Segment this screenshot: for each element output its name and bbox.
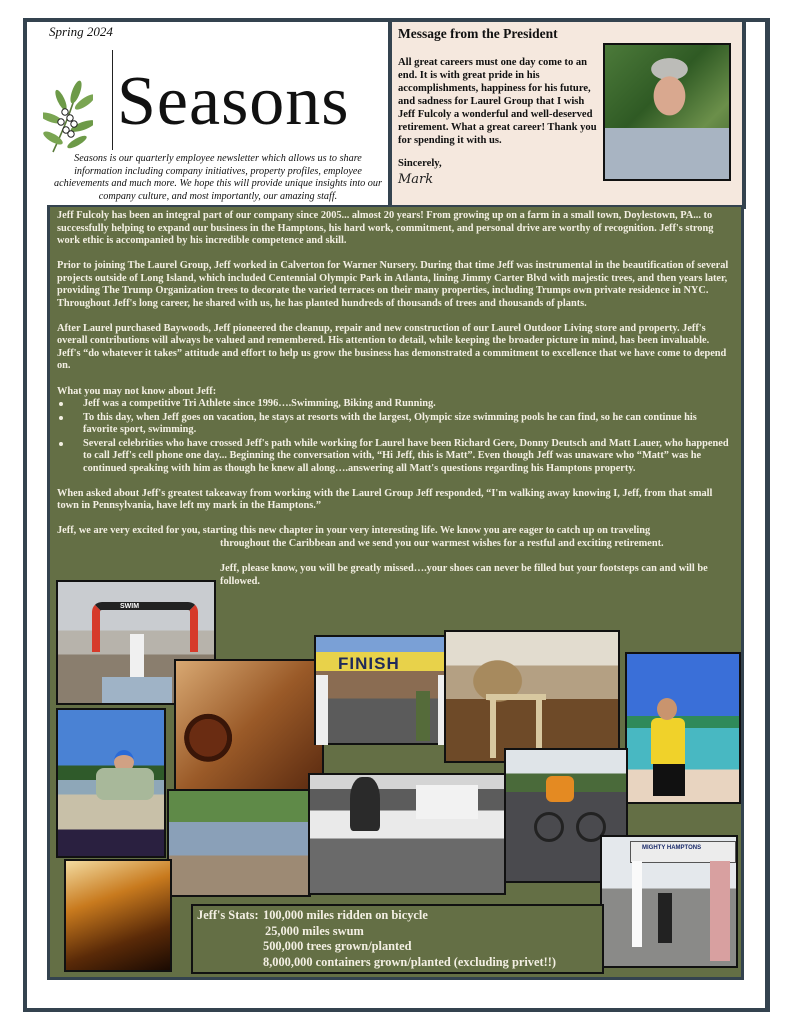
photo-tree-planting <box>444 630 620 763</box>
president-message-box <box>388 18 746 209</box>
feature-article <box>57 210 733 588</box>
photo-tractor <box>174 659 324 791</box>
photo-finish-arch <box>314 635 456 745</box>
photo-pool <box>625 652 741 804</box>
newsletter-intro: Seasons is our quarterly employee newsletter which allows us to share information including company initiatives, property profiles, employee achievements and much more. We hope this will provide unique insights into our company culture, and most importantly, our amazing staff. <box>54 153 382 202</box>
farewell-line-2: throughout the Caribbean and we send you our warmest wishes for a restful and exciting retirement. <box>220 537 664 549</box>
president-message-closing: Sincerely, <box>398 158 442 169</box>
takeaway-paragraph: When asked about Jeff's greatest takeaway from working with the Laurel Group Jeff responded, “I'm walking away knowing I, Jeff, from that small town in Pennsylvania, have left my mark in the Hamptons.” <box>57 487 713 512</box>
farewell-line-1: Jeff, we are very excited for you, starting this new chapter in your very interesting life. We know you are eager to catch up on traveling <box>57 525 651 537</box>
president-message-title: Message from the President <box>398 26 558 41</box>
photo-crew <box>167 789 311 897</box>
masthead-divider <box>112 50 113 150</box>
article-paragraph: After Laurel purchased Baywoods, Jeff pioneered the cleanup, repair and new construction of our Laurel Outdoor Living store and property. Jeff's overall contributions will always be valued and remembered. His attention to detail, while keeping the broader picture in mind, has been invaluable. Jeff's “do whatever it takes” attitude and effort to help us grow the business has demonstrated a commitment to excellence that we have come to depend on. <box>57 322 727 372</box>
stats-label: Jeff's Stats: <box>197 908 259 922</box>
stats-box <box>191 904 604 974</box>
swim-arch-text: SWIM <box>120 603 140 610</box>
photo-hunting <box>64 859 172 972</box>
stat-item: 100,000 miles ridden on bicycle <box>263 908 428 922</box>
president-signature: Mark <box>398 172 434 187</box>
stat-item: 500,000 trees grown/planted <box>263 939 412 953</box>
finish-arch-text: FINISH <box>338 654 400 673</box>
stat-item: 8,000,000 containers grown/planted (excluding privet!!) <box>263 954 557 969</box>
article-paragraph: Prior to joining The Laurel Group, Jeff worked in Calverton for Warner Nursery. During that time Jeff was instrumental in the beautification of several projects outside of Long Island, which included Centennial Olympic Park in Atlanta, lining Jimmy Carter Blvd with majestic trees, and then years later, providing The Trump Organization trees to decorate the varied terraces on their many properties, including Trumps own private residence in NYC. Throughout Jeff's long career, he shared with us, he has planted hundreds of thousands of trees and thousands of plants. <box>57 260 729 309</box>
photo-farmhouse <box>308 773 506 895</box>
facts-heading: What you may not know about Jeff: <box>57 385 217 397</box>
president-message-body: All great careers must one day come to an end. It is with great pride in his accomplishments, happiness for his future, and sadness for Laurel Group that I wish Jeff Fulcoly a wonderful and well-deserved retirement. What a great career! Thank you for spending it with us. <box>398 57 597 146</box>
hamptons-arch-text: MIGHTY HAMPTONS <box>642 845 702 851</box>
photo-hamptons-finish <box>600 835 738 968</box>
article-paragraph: Jeff Fulcoly has been an integral part of our company since 2005... almost 20 years! From growing up on a farm in a small town, Doylestown, PA... to successfully helping to expand our business in the Hamptons, his hard work, commitment, and personal drive are worthy of recognition. Jeff's strong work ethic is accompanied by his incredible competence and skill. <box>57 210 714 247</box>
masthead-area <box>27 22 388 205</box>
facts-list <box>57 398 733 475</box>
fact-item: Jeff was a competitive Tri Athlete since 1996….Swimming, Biking and Running. <box>57 398 733 411</box>
farewell-paragraph: Jeff, please know, you will be greatly missed….your shoes can never be filled but your footsteps can and will be followed. <box>220 563 708 587</box>
laurel-branch-logo-icon <box>43 78 93 154</box>
newsletter-title: Seasons <box>117 63 350 140</box>
president-portrait-photo <box>603 43 731 181</box>
issue-date: Spring 2024 <box>49 24 113 39</box>
stat-item: 25,000 miles swum <box>265 923 364 938</box>
fact-item: To this day, when Jeff goes on vacation, he stays at resorts with the largest, Olympic size swimming pools he can find, so he can continue his favorite sport, swimming. <box>57 412 733 437</box>
fact-item: Several celebrities who have crossed Jeff's path while working for Laurel have been Richard Gere, Donny Deutsch and Matt Lauer, who happened to call Jeff's cell phone one day... Beginning the conversation with, “Hi Jeff, this is Matt”. Even though Jeff was unaware who “Matt” was he continued speaking with him as though he knew all along….answering all Matt's questions regarding his Hamptons property. <box>57 438 733 476</box>
stats-list <box>263 908 556 970</box>
photo-boat <box>56 708 166 858</box>
feature-panel <box>47 205 744 980</box>
